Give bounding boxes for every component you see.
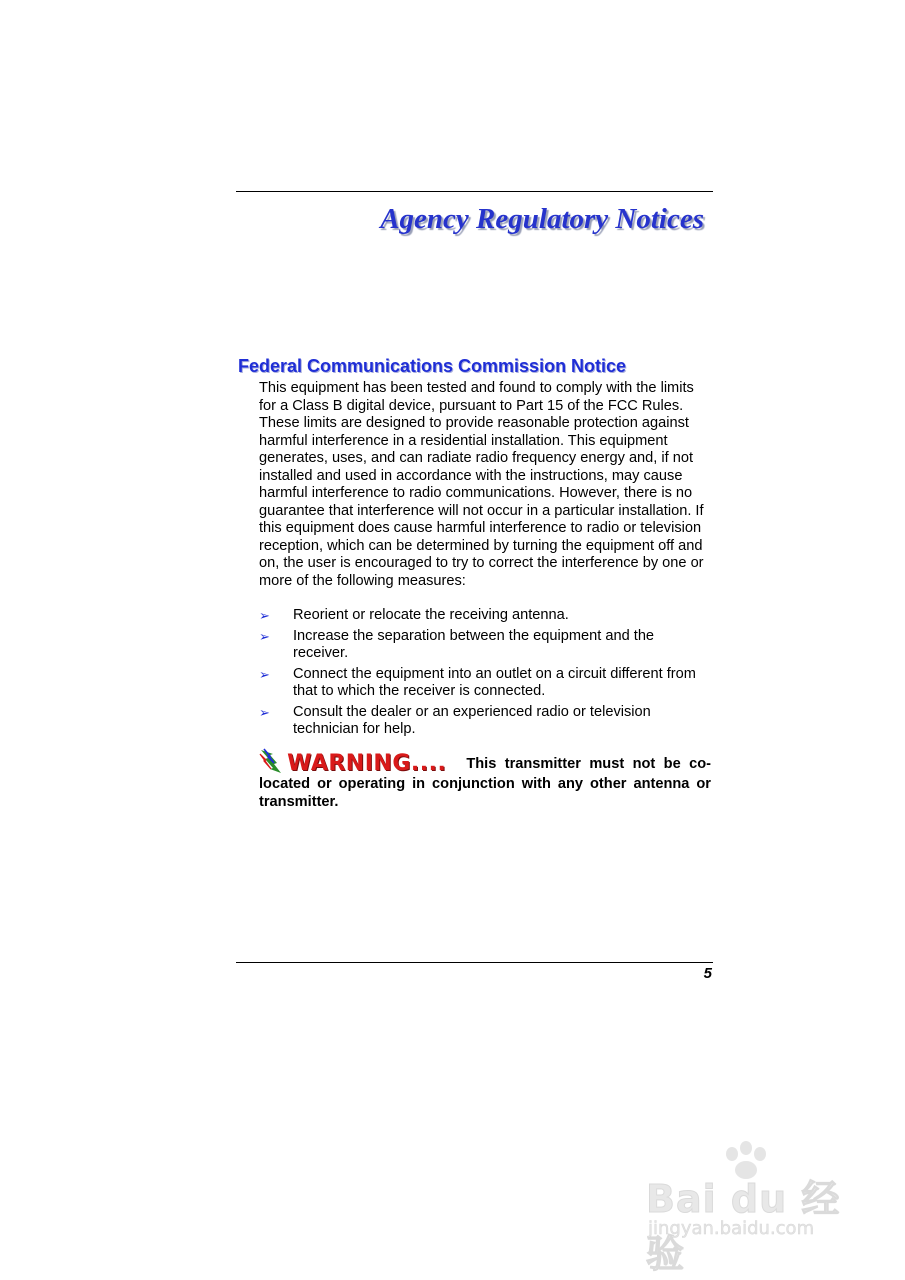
list-item [259,628,711,663]
section-heading: Federal Communications Commission Notice [238,356,627,376]
page-title: Agency Regulatory Notices [380,203,704,235]
warning-text: This transmitter must not be co-located or operating in conjunction with any other antenna or transmitter. [259,756,711,810]
list-item-text: Connect the equipment into an outlet on a circuit different from that to which the receiver is connected. [293,665,696,699]
list-item-text: Increase the separation between the equipment and the receiver. [293,627,655,661]
list-item-text: Reorient or relocate the receiving antenna. [293,607,569,623]
arrow-bullet-icon: ➢ [259,608,270,623]
arrow-bullet-icon: ➢ [259,704,270,720]
watermark-brand: Bai du 经验 [646,1177,841,1276]
arrow-bullet-icon: ➢ [259,666,270,682]
arrow-bullet-icon: ➢ [259,628,270,644]
notice-body: This equipment has been tested and found to comply with the limits for a Class B digital device, pursuant to Part 15 of the FCC Rules. These limits are designed to provide reasonable protection against harmful interference in a residential installation. This equipment generates, uses, and can radiate radio frequency energy and, if not installed and used in accordance with the instructions, may cause harmful interference to radio communications. However, there is no guarantee that interference will not occur in a particular installation. If this equipment does cause harmful interference to radio or television reception, which can be determined by turning the equipment off and on, the user is encouraged to try to correct the interference by one or more of the following measures: [259,380,704,589]
page-number: 5 [703,965,712,982]
list-item [259,666,711,701]
watermark-url: jingyan.baidu.com [648,1218,815,1239]
list-item [259,704,711,739]
measures-list [259,607,711,742]
top-rule [236,191,713,192]
lightning-icon [259,748,283,774]
list-item-text: Consult the dealer or an experienced radio or television technician for help. [293,703,651,737]
bottom-rule [236,962,713,963]
warning-label: WARNING.... [287,751,447,776]
list-item [259,607,711,625]
warning-block [259,748,711,811]
baidu-watermark [640,1140,870,1276]
warning-logo [259,748,446,775]
